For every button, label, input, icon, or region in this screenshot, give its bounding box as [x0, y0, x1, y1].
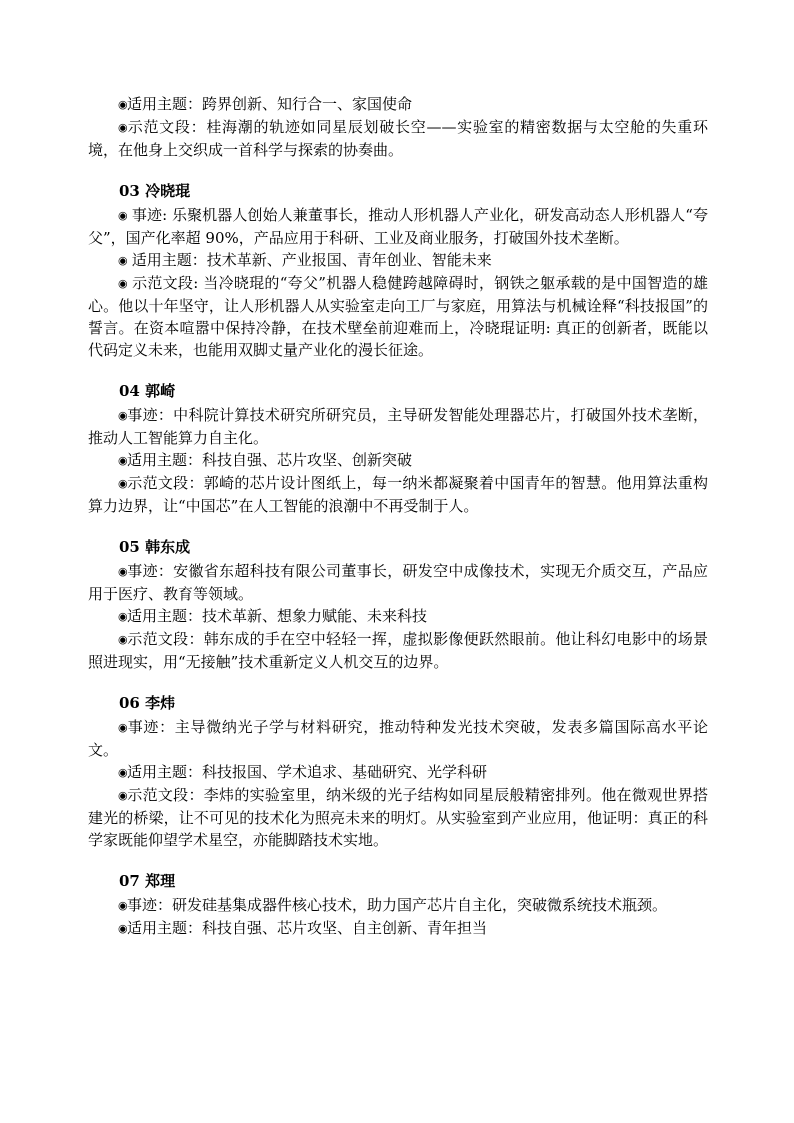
bullet-circle-icon: ◉: [118, 209, 128, 222]
paragraph: [88, 894, 708, 917]
section-03: [88, 180, 708, 361]
document-page: [88, 93, 708, 940]
paragraph-text: 示范文段: 当冷晓琨的“夸父”机器人稳健跨越障碍时，钢铁之躯承载的是中国智造的雄心。他以十年坚守，让人形机器人从实验室走向工厂与家庭，用算法与机械诠释“科技报国”的誓言。在资本喧嚣中保持冷静，在技术壁垒前迎难而上，冷晓琨证明: 真正的创新者，既能以代码定义未来，也能用双脚丈量产业化的漫长征途。: [88, 274, 708, 359]
bullet-circle-icon: ◉: [118, 633, 128, 646]
bullet-circle-icon: ◉: [118, 477, 128, 490]
section-02: [88, 93, 708, 161]
paragraph-text: 示范文段：韩东成的手在空中轻轻一挥，虚拟影像便跃然眼前。他让科幻电影中的场景照进现实，用“无接触”技术重新定义人机交互的边界。: [88, 630, 708, 671]
bullet-circle-icon: ◉: [118, 98, 128, 111]
section-heading: 06 李炜: [119, 694, 176, 712]
paragraph: [88, 605, 708, 628]
bullet-circle-icon: ◉: [118, 721, 128, 734]
paragraph: [88, 272, 708, 361]
paragraph: [88, 472, 708, 517]
section-heading: 04 郭崎: [119, 382, 176, 400]
paragraph-text: 事迹: 乐聚机器人创始人兼董事长，推动人形机器人产业化，研发高动态人形机器人“夸父”，国产化率超 90%，产品应用于科研、工业及商业服务，打破国外技术垄断。: [88, 206, 708, 247]
paragraph: [88, 761, 708, 784]
paragraph-text: 事迹：安徽省东超科技有限公司董事长，研发空中成像技术，实现无介质交互，产品应用于医疗、教育等领域。: [88, 562, 708, 603]
paragraph: [88, 784, 708, 851]
paragraph: [88, 93, 708, 116]
paragraph: [88, 404, 708, 449]
paragraph: [88, 628, 708, 673]
section-07: [88, 870, 708, 940]
paragraph-text: 示范文段：李炜的实验室里，纳米级的光子结构如同星辰般精密排列。他在微观世界搭建光的桥梁，让不可见的技术化为照亮未来的明灯。从实验室到产业应用，他证明：真正的科学家既能仰望学术星空，亦能脚踏技术实地。: [88, 786, 708, 849]
paragraph-text: 适用主题：科技报国、学术追求、基础研究、光学科研: [127, 763, 488, 781]
section-heading: 07 郑理: [119, 872, 176, 890]
paragraph-text: 事迹：主导微纳光子学与材料研究，推动特种发光技术突破，发表多篇国际高水平论文。: [88, 718, 708, 759]
paragraph-text: 事迹：研发硅基集成器件核心技术，助力国产芯片自主化，突破微系统技术瓶颈。: [127, 896, 668, 914]
bullet-circle-icon: ◉: [118, 277, 128, 290]
paragraph-text: 示范文段：郭崎的芯片设计图纸上，每一纳米都凝聚着中国青年的智慧。他用算法重构算力边界，让“中国芯”在人工智能的浪潮中不再受制于人。: [88, 474, 708, 515]
section-06: [88, 692, 708, 851]
paragraph: [88, 449, 708, 472]
bullet-circle-icon: ◉: [118, 922, 128, 935]
paragraph: [88, 560, 708, 605]
bullet-circle-icon: ◉: [118, 254, 128, 267]
paragraph-text: 适用主题：跨界创新、知行合一、家国使命: [127, 95, 413, 113]
paragraph-text: 适用主题：科技自强、芯片攻坚、自主创新、青年担当: [127, 919, 488, 937]
paragraph-text: 事迹：中科院计算技术研究所研究员，主导研发智能处理器芯片，打破国外技术垄断，推动人工智能算力自主化。: [88, 406, 708, 447]
bullet-circle-icon: ◉: [118, 409, 128, 422]
section-heading: 03 冷晓琨: [119, 182, 191, 200]
paragraph-text: 适用主题：技术革新、产业报国、青年创业、智能未来: [131, 251, 492, 269]
paragraph-text: 示范文段：桂海潮的轨迹如同星辰划破长空——实验室的精密数据与太空舱的失重环境，在他身上交织成一首科学与探索的协奏曲。: [88, 118, 708, 159]
paragraph: [88, 716, 708, 761]
paragraph-text: 适用主题：技术革新、想象力赋能、未来科技: [127, 607, 428, 625]
paragraph: [88, 249, 708, 272]
paragraph-text: 适用主题：科技自强、芯片攻坚、创新突破: [127, 451, 413, 469]
bullet-circle-icon: ◉: [118, 121, 128, 134]
bullet-circle-icon: ◉: [118, 789, 128, 802]
section-04: [88, 380, 708, 517]
paragraph: [88, 116, 708, 161]
section-heading: 05 韩东成: [119, 538, 191, 556]
paragraph: [88, 204, 708, 249]
paragraph: [88, 917, 708, 940]
bullet-circle-icon: ◉: [118, 454, 128, 467]
section-05: [88, 536, 708, 673]
bullet-circle-icon: ◉: [118, 565, 128, 578]
bullet-circle-icon: ◉: [118, 610, 128, 623]
bullet-circle-icon: ◉: [118, 766, 128, 779]
bullet-circle-icon: ◉: [118, 899, 128, 912]
